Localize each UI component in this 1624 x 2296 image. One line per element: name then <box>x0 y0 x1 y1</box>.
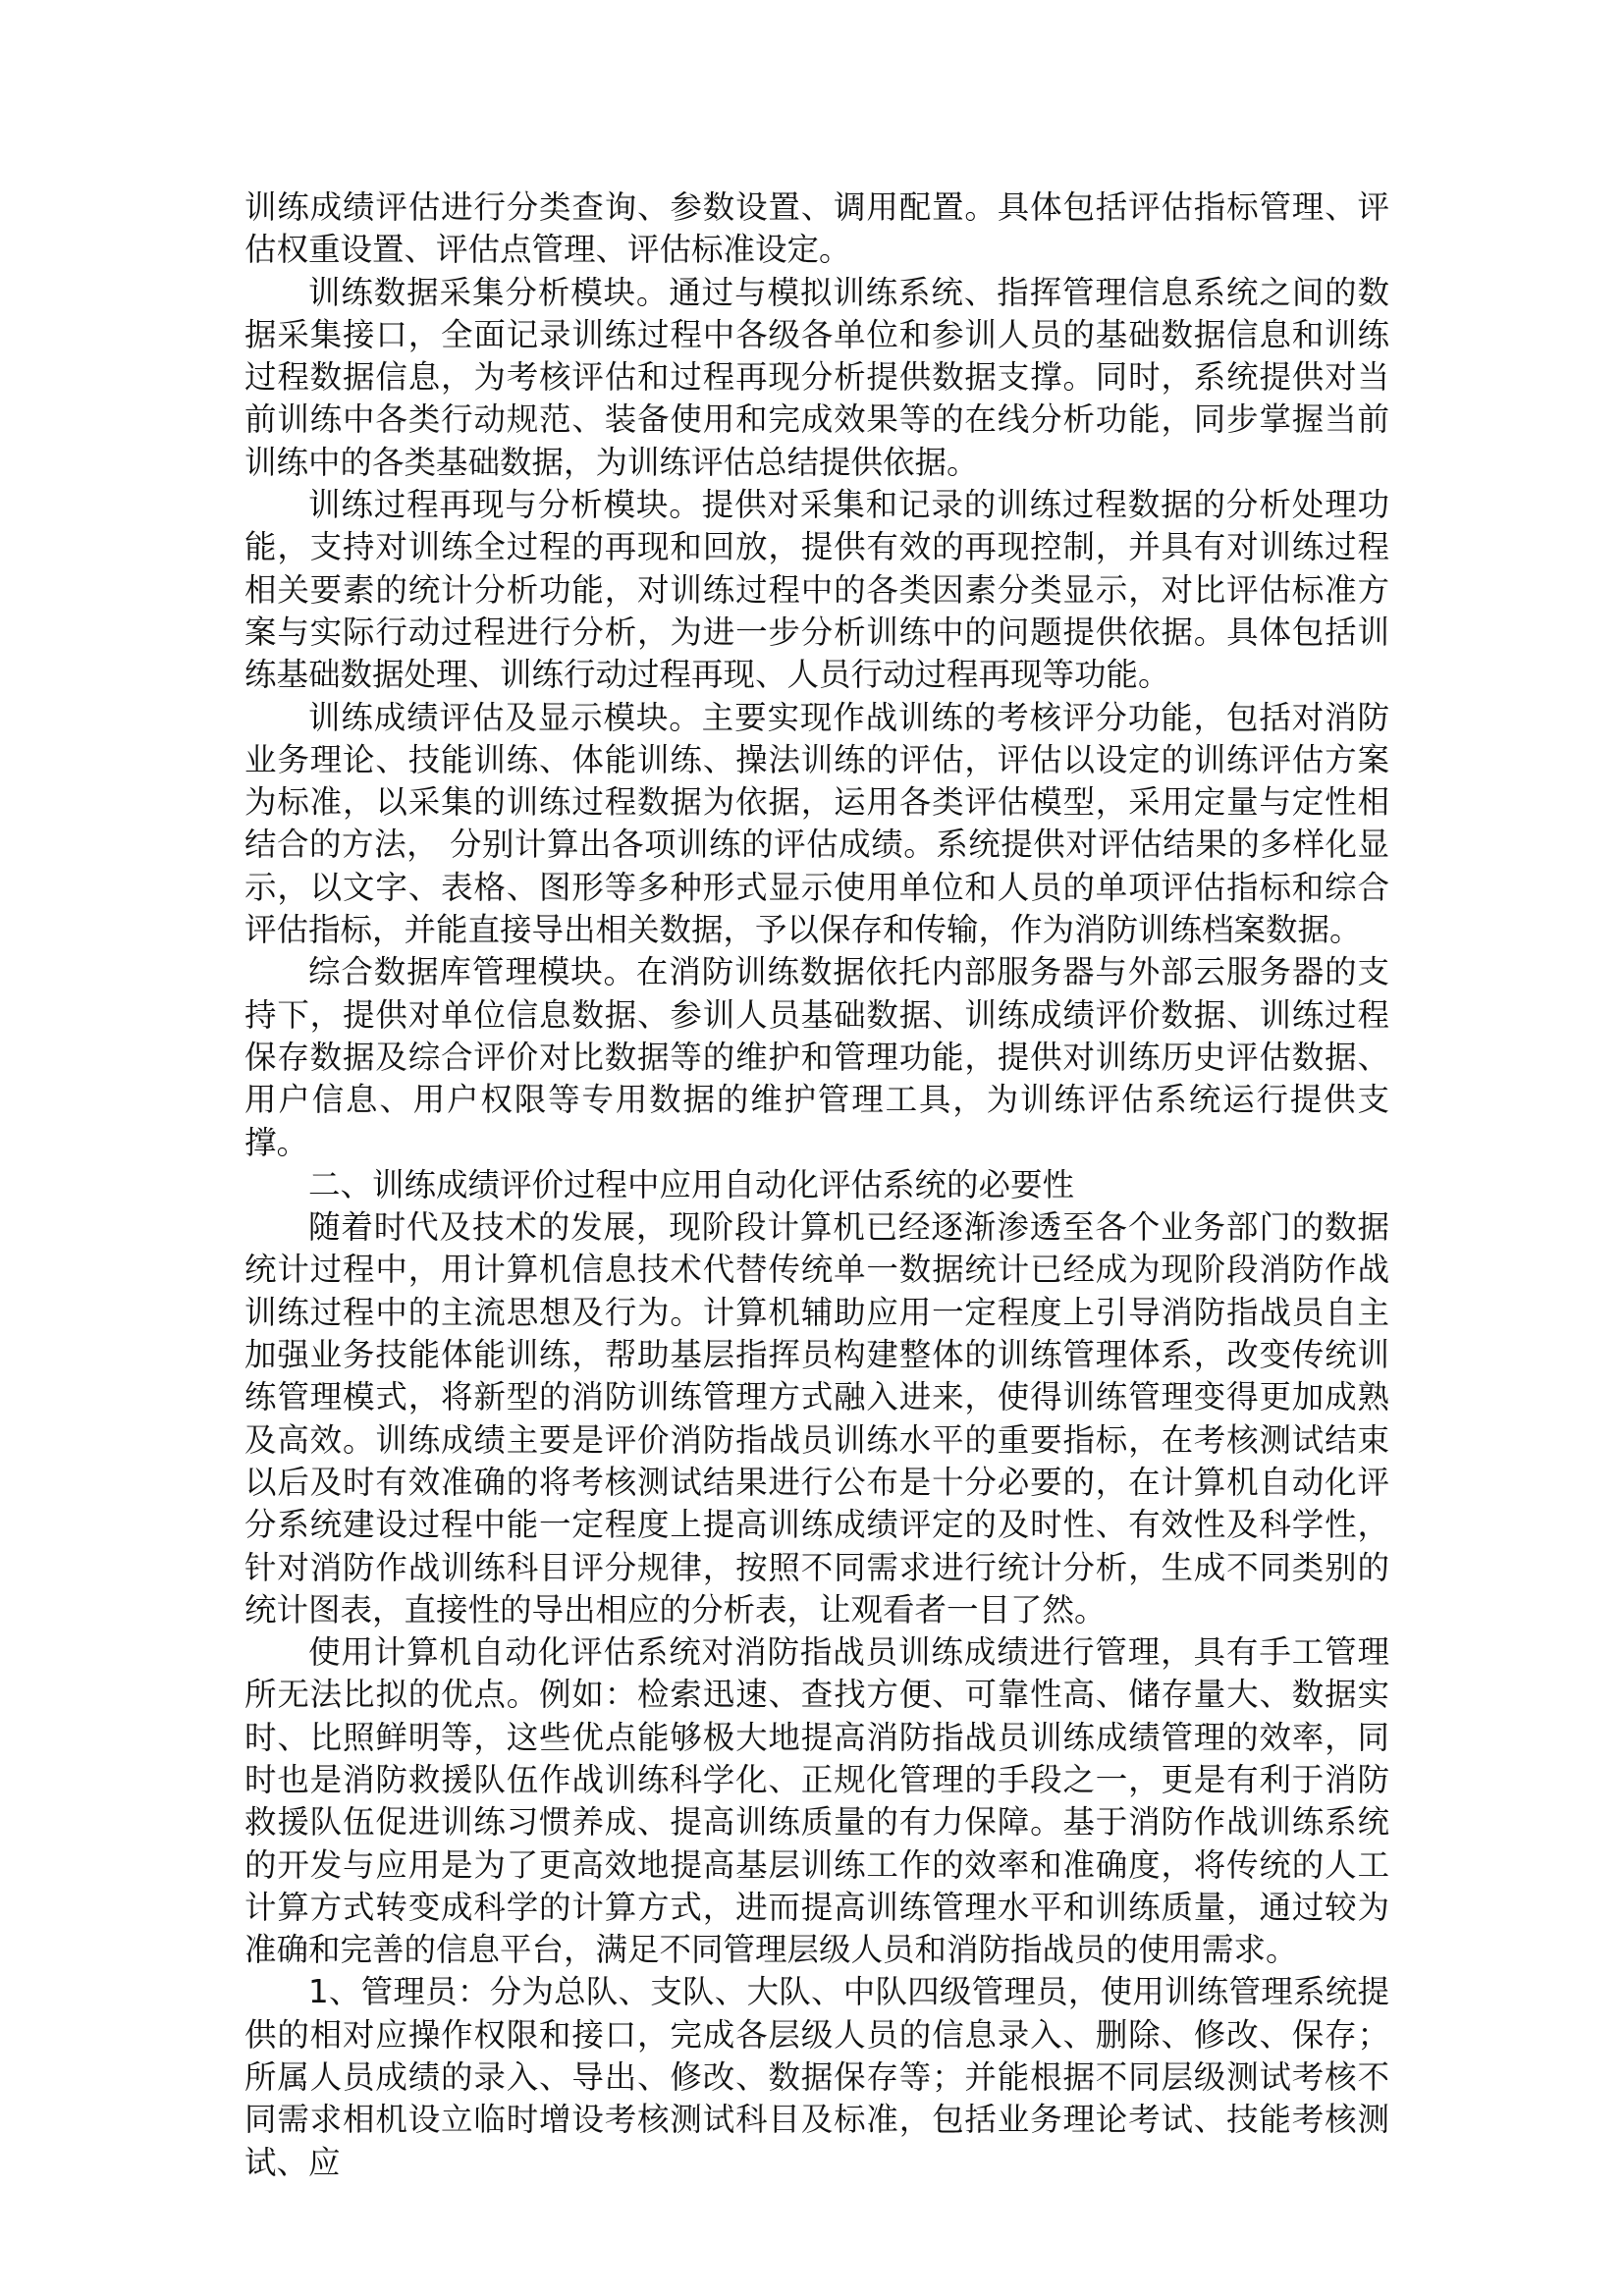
paragraph-advantages: 使用计算机自动化评估系统对消防指战员训练成绩进行管理，具有手工管理所无法比拟的优点。例如：检索迅速、查找方便、可靠性高、储存量大、数据实时、比照鲜明等，这些优点能够极大地提高消防指战员训练成绩管理的效率，同时也是消防救援队伍作战训练科学化、正规化管理的手段之一，更是有利于消防救援队伍促进训练习惯养成、提高训练质量的有力保障。基于消防作战训练系统的开发与应用是为了更高效地提高基层训练工作的效率和准确度，将传统的人工计算方式转变成科学的计算方式，进而提高训练管理水平和训练质量，通过较为准确和完善的信息平台，满足不同管理层级人员和消防指战员的使用需求。 <box>244 1633 1389 1969</box>
paragraph-continuation: 训练成绩评估进行分类查询、参数设置、调用配置。具体包括评估指标管理、评估权重设置、评估点管理、评估标准设定。 <box>244 188 1389 269</box>
section-heading: 二、训练成绩评价过程中应用自动化评估系统的必要性 <box>308 1165 1075 1203</box>
paragraph-score-evaluation-module: 训练成绩评估及显示模块。主要实现作战训练的考核评分功能，包括对消防业务理论、技能训练、体能训练、操法训练的评估，评估以设定的训练评估方案为标准，以采集的训练过程数据为依据，运用各类评估模型，采用定量与定性相结合的方法， 分别计算出各项训练的评估成绩。系统提供对评估结果的多样化显示，以文字、表格、图形等多种形式显示使用单位和人员的单项评估指标和综合评估指标，并能直接导出相关数据，予以保存和传输，作为消防训练档案数据。 <box>244 698 1389 949</box>
paragraph-process-replay-module: 训练过程再现与分析模块。提供对采集和记录的训练过程数据的分析处理功能，支持对训练全过程的再现和回放，提供有效的再现控制，并具有对训练过程相关要素的统计分析功能，对训练过程中的各类因素分类显示，对比评估标准方案与实际行动过程进行分析，为进一步分析训练中的问题提供依据。具体包括训练基础数据处理、训练行动过程再现、人员行动过程再现等功能。 <box>244 486 1389 694</box>
paragraph-background: 随着时代及技术的发展，现阶段计算机已经逐渐渗透至各个业务部门的数据统计过程中，用计算机信息技术代替传统单一数据统计已经成为现阶段消防作战训练过程中的主流思想及行为。计算机辅助应用一定程度上引导消防指战员自主加强业务技能体能训练，帮助基层指挥员构建整体的训练管理体系，改变传统训练管理模式，将新型的消防训练管理方式融入进来，使得训练管理变得更加成熟及高效。训练成绩主要是评价消防指战员训练水平的重要指标，在考核测试结束以后及时有效准确的将考核测试结果进行公布是十分必要的，在计算机自动化评分系统建设过程中能一定程度上提高训练成绩评定的及时性、有效性及科学性，针对消防作战训练科目评分规律，按照不同需求进行统计分析，生成不同类别的统计图表，直接性的导出相应的分析表，让观看者一目了然。 <box>244 1208 1389 1629</box>
document-page <box>244 187 1389 2184</box>
paragraph-database-module: 综合数据库管理模块。在消防训练数据依托内部服务器与外部云服务器的支持下，提供对单位信息数据、参训人员基础数据、训练成绩评价数据、训练过程保存数据及综合评价对比数据等的维护和管理功能，提供对训练历史评估数据、用户信息、用户权限等专用数据的维护管理工具，为训练评估系统运行提供支撑。 <box>244 953 1389 1161</box>
paragraph-administrator: 1、管理员：分为总队、支队、大队、中队四级管理员，使用训练管理系统提供的相对应操作权限和接口，完成各层级人员的信息录入、删除、修改、保存；所属人员成绩的录入、导出、修改、数据保存等；并能根据不同层级测试考核不同需求相机设立临时增设考核测试科目及标准，包括业务理论考试、技能考核测试、应 <box>244 1973 1389 2181</box>
paragraph-data-collection-module: 训练数据采集分析模块。通过与模拟训练系统、指挥管理信息系统之间的数据采集接口，全面记录训练过程中各级各单位和参训人员的基础数据信息和训练过程数据信息，为考核评估和过程再现分析提供数据支撑。同时，系统提供对当前训练中各类行动规范、装备使用和完成效果等的在线分析功能，同步掌握当前训练中的各类基础数据，为训练评估总结提供依据。 <box>244 273 1389 481</box>
